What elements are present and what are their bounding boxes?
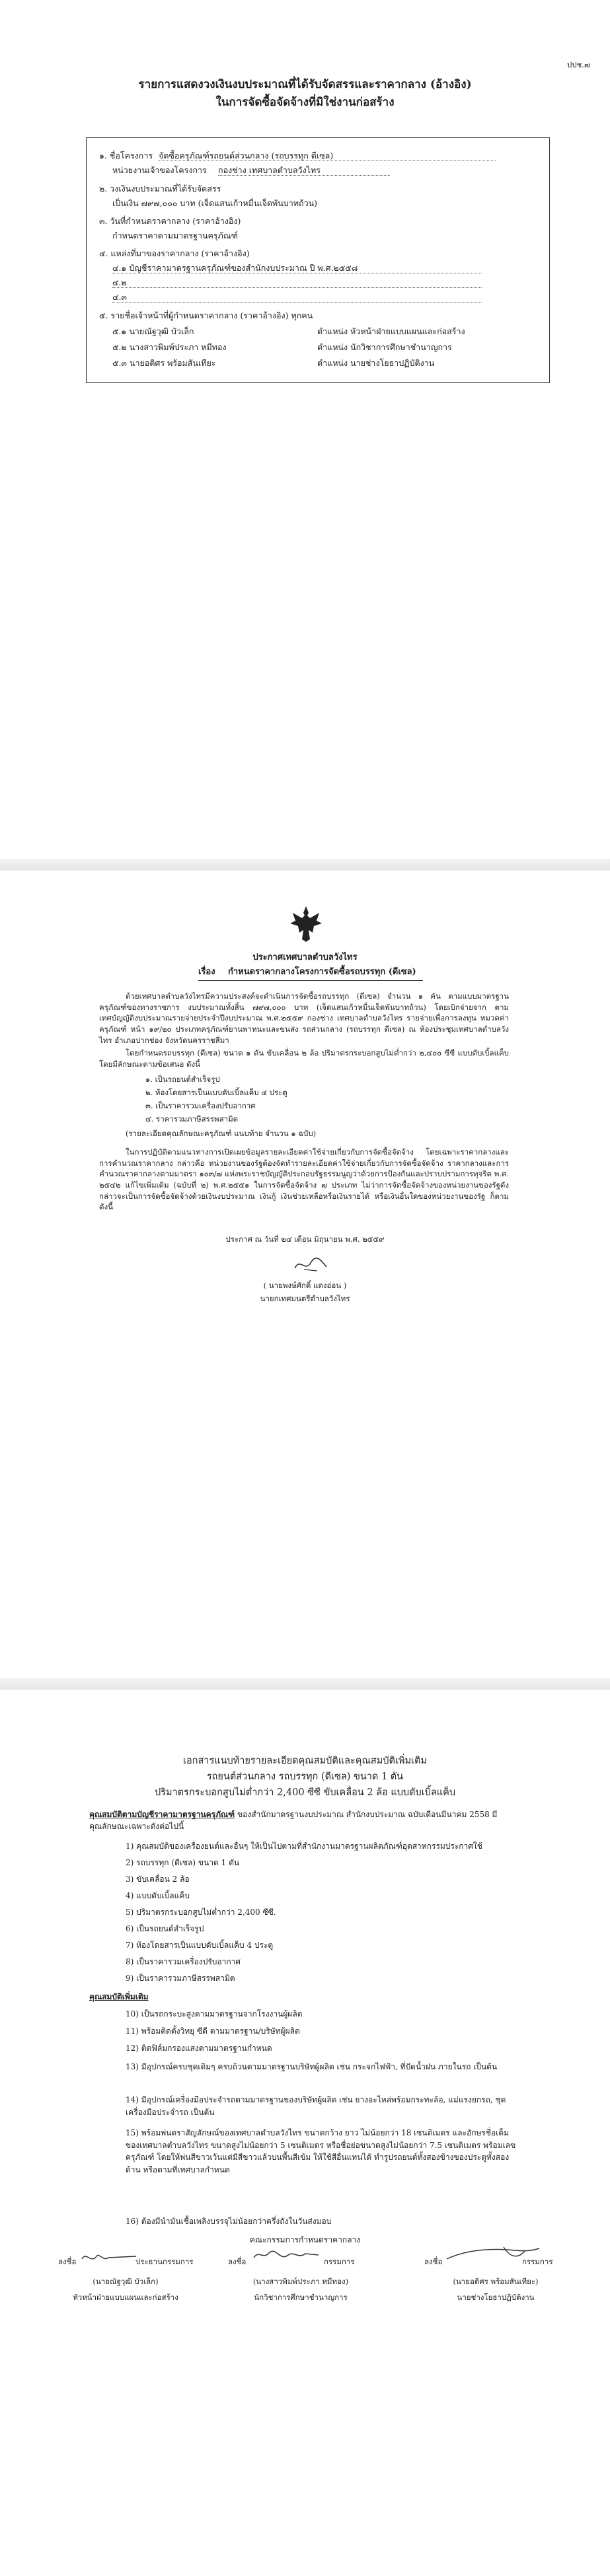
- s1-item-5: 5) ปริมาตรกระบอกสูบไม่ต่ำกว่า 2,400 ซีซี.: [126, 1908, 276, 1917]
- section1-heading: คุณสมบัติตามบัญชีราคามาตรฐานครุภัณฑ์: [89, 1810, 235, 1819]
- item2-label: ๒. วงเงินงบประมาณที่ได้รับจัดสรร: [99, 184, 221, 194]
- page2-org-title: ประกาศเทศบาลตำบลวังไทร: [252, 952, 358, 962]
- signature-1: [79, 2248, 139, 2266]
- s1-item-8: 8) เป็นราคารวมเครื่องปรับอากาศ: [126, 1957, 241, 1966]
- committee-2-role: กรรมการ: [324, 2257, 355, 2266]
- signer-position: นายกเทศมนตรีตำบลวังไทร: [260, 1294, 350, 1303]
- page2-subject-label: เรื่อง: [198, 967, 215, 977]
- page2-para3: ในการปฏิบัติตามแนวทางการเปิดเผยข้อมูลรายละเอียดค่าใช้จ่ายเกี่ยวกับการจัดซื้อจัดจ้าง โดยเฉพาะราคากลางและการคำนวณราคากลาง กล่าวคือ หน่วยงานของรัฐต้องจัดทำรายละเอียดค่าใช้จ่ายเกี่ยวกับการจัดซื้อจัดจ้าง ราคากลางและการคำนวณราคากลางตามมาตรา ๑๐๓/๗ แห่งพระราชบัญญัติประกอบรัฐธรรมนูญว่าด้วยการป้องกันและปราบปรามการทุจริต พ.ศ. ๒๕๔๒ แก้ไขเพิ่มเติม (ฉบับที่ ๒) พ.ศ.๒๕๕๑ ในการจัดซื้อจัดจ้าง ๗ ประเภท ไม่ว่าการจัดซื้อจัดจ้างของหน่วยงานของรัฐดังกล่าวจะเป็นการจัดซื้อจัดจ้างด้วยเงินงบประมาณ เงินกู้ เงินช่วยเหลือหรือเงินรายได้ หรือเงินอื่นใดของหน่วยงานของรัฐ ก็ตาม ดังนี้: [99, 1147, 509, 1212]
- s2-item-10: 10) เป็นรถกระบะสูงตามมาตรฐานจากโรงงานผู้ผลิต: [126, 2009, 303, 2019]
- item5-label: ๕. รายชื่อเจ้าหน้าที่ผู้กำหนดราคากลาง (ราคาอ้างอิง) ทุกคน: [99, 310, 313, 320]
- official-3-name: ๕.๓ นายอดิศร พร้อมสันเทียะ: [112, 358, 216, 368]
- item4-2: ๔.๒: [112, 277, 482, 288]
- committee-3-role: กรรมการ: [522, 2257, 553, 2266]
- spec-item-3: ๓. เป็นราคารวมเครื่องปรับอากาศ: [145, 1101, 256, 1110]
- s2-item-12: 12) ติดฟิล์มกรองแสงตามมาตรฐานกำหนด: [126, 2044, 272, 2053]
- page1-title-line2: ในการจัดซื้อจัดจ้างที่มิใช่งานก่อสร้าง: [215, 96, 395, 109]
- committee-2-position: นักวิชาการศึกษาชำนาญการ: [254, 2293, 348, 2302]
- item1-owner-value: กองช่าง เทศบาลตำบลวังไทร: [218, 165, 390, 176]
- page1-title-line1: รายการแสดงวงเงินงบประมาณที่ได้รับจัดสรรและราคากลาง (อ้างอิง): [138, 78, 472, 91]
- section1-intro: ของสำนักมาตรฐานงบประมาณ สำนักงบประมาณ ฉบับเดือนมีนาคม 2558 มีคุณลักษณะเฉพาะดังต่อไปนี้: [89, 1810, 498, 1831]
- s1-item-1: 1) คุณสมบัติของเครื่องยนต์และอื่นๆ ให้เป็นไปตามที่สำนักงานมาตรฐานผลิตภัณฑ์อุตสาหกรรมประกาศใช้: [126, 1842, 482, 1851]
- committee-1-position: หัวหน้าฝ่ายแบบแผนและก่อสร้าง: [73, 2293, 178, 2302]
- page3-title-3: ปริมาตรกระบอกสูบไม่ต่ำกว่า 2,400 ซีซี ขับเคลื่อน 2 ล้อ แบบดับเบิ้ลแค็บ: [154, 1787, 456, 1798]
- page-separator-2: [0, 1678, 610, 1690]
- page3-title-1: เอกสารแนบท้ายรายละเอียดคุณสมบัติและคุณสมบัติเพิ่มเติม: [183, 1756, 427, 1766]
- s1-item-4: 4) แบบดับเบิ้ลแค็บ: [126, 1891, 190, 1900]
- official-2-position: ตำแหน่ง นักวิชาการศึกษาชำนาญการ: [317, 342, 452, 352]
- s1-item-3: 3) ขับเคลื่อน 2 ล้อ: [126, 1875, 190, 1884]
- s1-item-9: 9) เป็นราคารวมภาษีสรรพสามิต: [126, 1974, 235, 1983]
- s2-item-14: 14) มีอุปกรณ์เครื่องมือประจำรถตามมาตรฐานของบริษัทผู้ผลิต เช่น ยางอะไหล่พร้อมกระทะล้อ, แม่แรงยกรถ, ชุดเครื่องมือประจำรถ เป็นต้น: [126, 2095, 506, 2117]
- page3-title-2: รถยนต์ส่วนกลาง รถบรรทุก (ดีเซล) ขนาด 1 ตัน: [206, 1771, 404, 1782]
- spec-item-2: ๒. ห้องโดยสารเป็นแบบดับเบิ้ลแค็บ ๔ ประตู: [145, 1088, 287, 1097]
- announce-date: ประกาศ ณ วันที่ ๒๔ เดือน มิถุนายน พ.ศ. ๒๕๕๙: [225, 1234, 385, 1244]
- spec-item-4: ๔. ราคารวมภาษีสรรพสามิต: [145, 1114, 239, 1124]
- page-3: [0, 1690, 610, 2576]
- page2-para2: โดยกำหนดรถบรรทุก (ดีเซล) ขนาด ๑ ตัน ขับเคลื่อน ๒ ล้อ ปริมาตรกระบอกสูบไม่ต่ำกว่า ๒,๔๐๐ ซีซี แบบดับเบิ้ลแค็บ โดยมีลักษณะตามข้อเสนอ ดังนี้: [99, 1048, 509, 1069]
- subject-underline: [198, 980, 423, 981]
- page2-subject: กำหนดราคากลางโครงการจัดซื้อรถบรรทุก (ดีเซล): [228, 967, 416, 977]
- form-code: ปปช.๗: [567, 60, 590, 69]
- committee-3-position: นายช่างโยธาปฏิบัติงาน: [457, 2293, 535, 2302]
- garuda-emblem-icon: [287, 904, 324, 945]
- section1-block: [89, 1808, 525, 1832]
- committee-3-name: (นายอดิศร พร้อมสันเทียะ): [453, 2277, 539, 2286]
- mayor-signature: [291, 1255, 330, 1276]
- signature-2: [250, 2246, 323, 2266]
- item4-3: ๔.๓: [112, 292, 482, 303]
- spec-item-1: ๑. เป็นรถยนต์สำเร็จรูป: [145, 1075, 220, 1084]
- item1-value: จัดซื้อครุภัณฑ์รถยนต์ส่วนกลาง (รถบรรทุก ดีเซล): [159, 151, 496, 161]
- item4-label: ๔. แหล่งที่มาของราคากลาง (ราคาอ้างอิง): [99, 248, 250, 258]
- committee-heading: คณะกรรมการกำหนดราคากลาง: [249, 2235, 361, 2244]
- item1-owner-label: หน่วยงานเจ้าของโครงการ: [112, 165, 207, 175]
- s1-item-6: 6) เป็นรถยนต์สำเร็จรูป: [126, 1924, 204, 1933]
- s1-item-7: 7) ห้องโดยสารเป็นแบบดับเบิ้ลแค็บ 4 ประตู: [126, 1941, 274, 1950]
- committee-1-name: (นายณัฐวุฒิ บัวเล็ก): [93, 2277, 159, 2286]
- section2-heading: คุณสมบัติเพิ่มเติม: [89, 1992, 149, 2001]
- item3-value: กำหนดราคาตามมาตรฐานครุภัณฑ์: [112, 231, 238, 240]
- sign-prefix-3: ลงชื่อ: [424, 2257, 443, 2266]
- page-1: [0, 0, 610, 859]
- sign-prefix-2: ลงชื่อ: [228, 2257, 247, 2266]
- official-1-position: ตำแหน่ง หัวหน้าฝ่ายแบบแผนและก่อสร้าง: [317, 326, 465, 336]
- page-2: [0, 871, 610, 1678]
- item4-1: ๔.๑ บัญชีราคามาตรฐานครุภัณฑ์ของสำนักงบประมาณ ปี พ.ศ.๒๕๕๘: [112, 263, 482, 273]
- item1-label: ๑. ชื่อโครงการ: [99, 151, 153, 161]
- committee-2-name: (นางสาวพิมพ์ประภา หมีทอง): [252, 2277, 349, 2286]
- s2-item-16: 16) ต้องมีนำมันเชื้อเพลิงบรรจุไม่น้อยกว่าครึ่งถังในวันส่งมอบ: [126, 2217, 332, 2226]
- official-1-name: ๕.๑ นายณัฐวุฒิ บัวเล็ก: [112, 326, 194, 336]
- committee-1-role: ประธานกรรมการ: [135, 2257, 194, 2266]
- s2-item-11: 11) พร้อมติดตั้งวิทยุ ซีดี ตามมาตรฐาน/บริษัทผู้ผลิต: [126, 2026, 300, 2036]
- item3-label: ๓. วันที่กำหนดราคากลาง (ราคาอ้างอิง): [99, 216, 241, 226]
- signer-name: ( นายพงษ์ศักดิ์ แดงอ่อน ): [263, 1281, 347, 1290]
- s2-item-15: 15) พร้อมพ่นตราสัญลักษณ์ของเทศบาลตำบลวังไทร ขนาดกว้าง ยาว ไม่น้อยกว่า 18 เซนติเมตร และอักษรชื่อเต็มของเทศบาลตำบลวังไทร ขนาดสูงไม่น้อยกว่า 5 เซนติเมตร หรือชื่อย่อขนาดสูงไม่น้อยกว่า 7.5 เซนติเมตร พร้อมเลขครุภัณฑ์ โดยให้พ่นสีขาวเว้นแต่มีสีขาวแล้วบนพื้นสีเข้ม ให้ใช้สีอื่นแทนได้ ทำรูปรถยนต์ทั้งสองข้างของประตูทั้งสองด้าน หรือตามที่เทศบาลกำหนด: [126, 2128, 516, 2174]
- page2-para1: ด้วยเทศบาลตำบลวังไทรมีความประสงค์จะดำเนินการจัดซื้อรถบรรทุก (ดีเซล) จำนวน ๑ คัน ตามแบบมาตรฐานครุภัณฑ์ของทางราชการ งบประมาณทั้งสิ้น ๗๙๗,๐๐๐ บาท (เจ็ดแสนเก้าหมื่นเจ็ดพันบาทถ้วน) โดยเบิกจ่ายจาก ตามเทศบัญญัติงบประมาณรายจ่ายประจำปีงบประมาณ พ.ศ.๒๕๕๙ กองช่าง เทศบาลตำบลวังไทร รายจ่ายเพื่อการลงทุน หมวดค่าครุภัณฑ์ หน้า ๑๙/๒๐ ประเภทครุภัณฑ์ยานพาหนะและขนส่ง รถส่วนกลาง (รถบรรทุก ดีเซล) ณ ห้องประชุมเทศบาลตำบลวังไทร อำเภอปากช่อง จังหวัดนครราชสีมา: [99, 991, 509, 1045]
- spec-note: (รายละเอียดคุณลักษณะครุภัณฑ์ แนบท้าย จำนวน ๑ ฉบับ): [126, 1129, 317, 1138]
- item2-value: เป็นเงิน ๗๙๗,๐๐๐ บาท (เจ็ดแสนเก้าหมื่นเจ็ดพันบาทถ้วน): [112, 198, 318, 208]
- official-2-name: ๕.๒ นางสาวพิมพ์ประภา หมีทอง: [112, 342, 227, 352]
- s2-item-13: 13) มีอุปกรณ์ครบชุดเดิมๆ ครบถ้วนตามมาตรฐานบริษัทผู้ผลิต เช่น กระจกไฟฟ้า, ที่ปัดน้ำฝน ภายในรถ เป็นต้น: [126, 2062, 498, 2071]
- s1-item-2: 2) รถบรรทุก (ดีเซล) ขนาด 1 ตัน: [126, 1858, 240, 1867]
- official-3-position: ตำแหน่ง นายช่างโยธาปฏิบัติงาน: [317, 358, 435, 368]
- sign-prefix-1: ลงชื่อ: [58, 2257, 77, 2266]
- page-separator-1: [0, 859, 610, 871]
